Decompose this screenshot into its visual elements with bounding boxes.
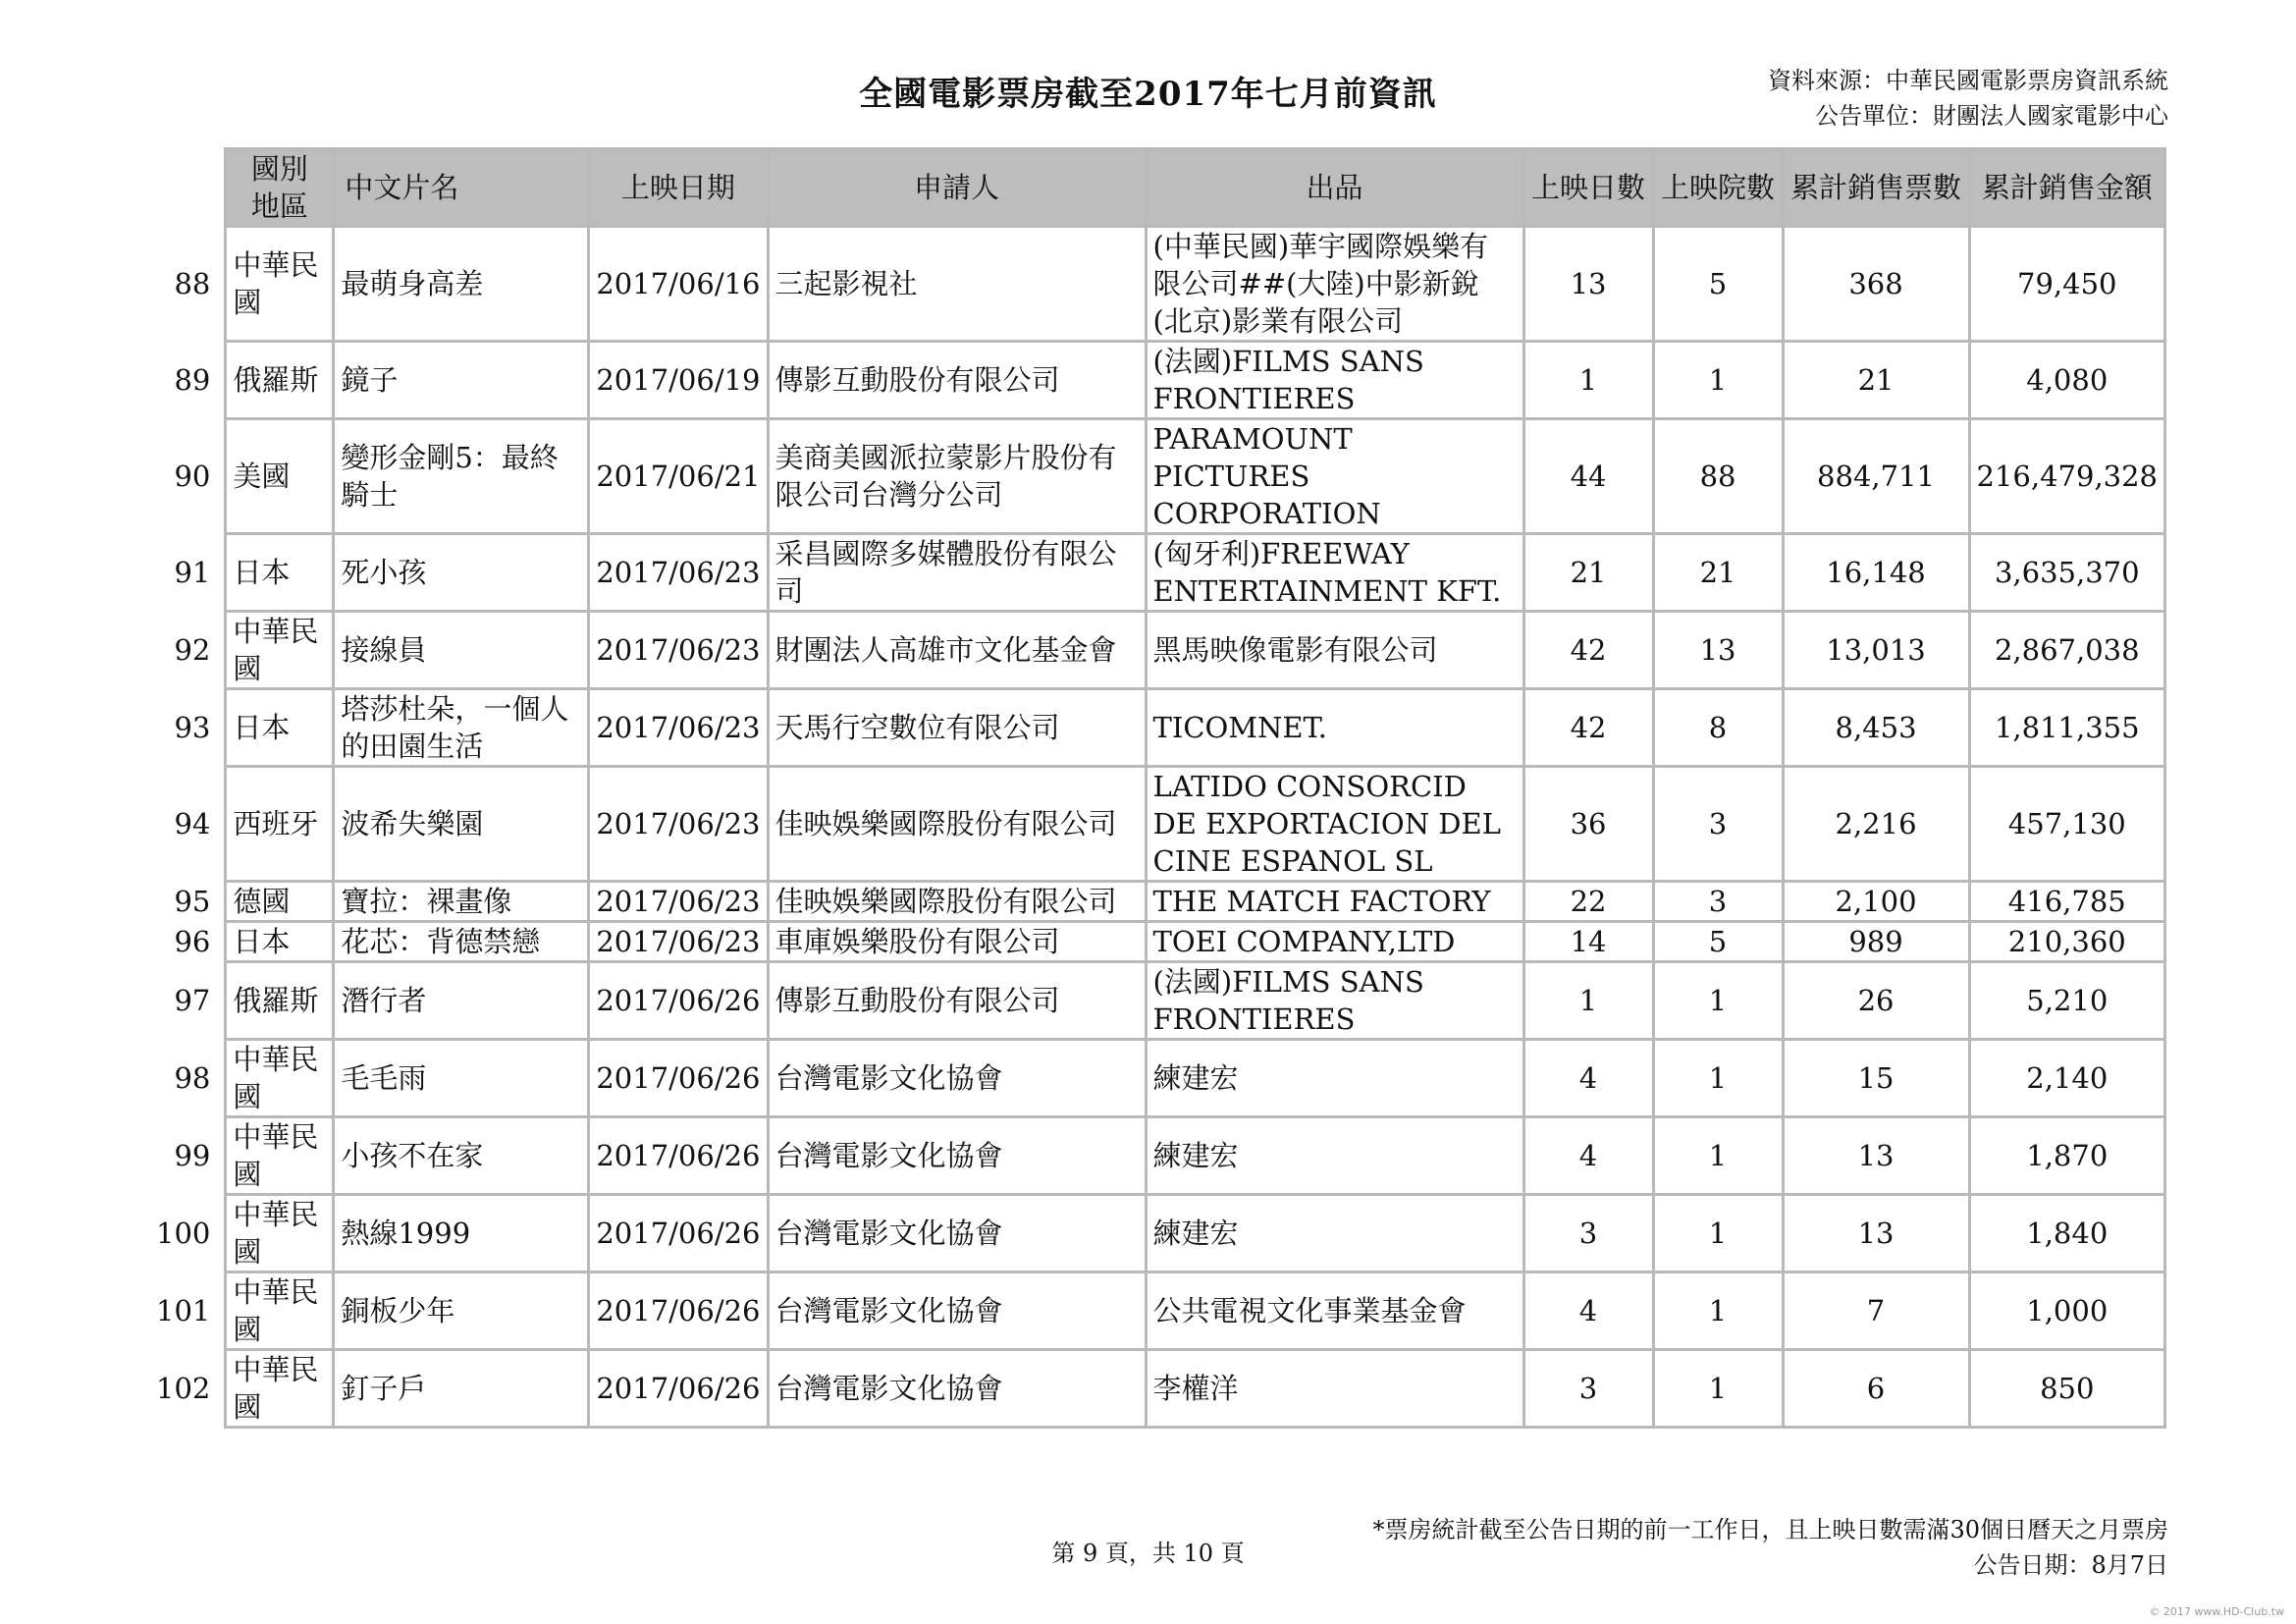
cell-days: 44 [1523, 419, 1653, 534]
cell-revenue: 3,635,370 [1969, 534, 2165, 612]
cell-tickets: 2,100 [1783, 882, 1969, 922]
cell-producer: LATIDO CONSORCID DE EXPORTACION DEL CINE ESPANOL SL [1146, 767, 1523, 882]
watermark: © 2017 www.HD-Club.tw [2149, 1605, 2284, 1618]
cell-revenue: 1,840 [1969, 1195, 2165, 1272]
cell-tickets: 13 [1783, 1117, 1969, 1195]
cell-theaters: 13 [1653, 612, 1783, 689]
header-tickets: 累計銷售票數 [1783, 149, 1969, 227]
cell-date: 2017/06/23 [589, 767, 768, 882]
cell-producer: 練建宏 [1146, 1117, 1523, 1195]
cell-region: 中華民國 [226, 1040, 334, 1117]
table-row [150, 342, 2165, 419]
cell-producer: 黑馬映像電影有限公司 [1146, 612, 1523, 689]
table-row [150, 419, 2165, 534]
cell-region: 俄羅斯 [226, 962, 334, 1040]
cell-theaters: 5 [1653, 922, 1783, 962]
header-index [150, 149, 226, 227]
cell-date: 2017/06/26 [589, 1195, 768, 1272]
row-number: 88 [150, 227, 226, 342]
cell-revenue: 216,479,328 [1969, 419, 2165, 534]
table-row [150, 612, 2165, 689]
table-row [150, 962, 2165, 1040]
cell-theaters: 1 [1653, 342, 1783, 419]
cell-tickets: 884,711 [1783, 419, 1969, 534]
cell-revenue: 1,811,355 [1969, 689, 2165, 767]
row-number: 98 [150, 1040, 226, 1117]
cell-days: 1 [1523, 342, 1653, 419]
cell-tickets: 13 [1783, 1195, 1969, 1272]
cell-revenue: 5,210 [1969, 962, 2165, 1040]
cell-producer: PARAMOUNT PICTURES CORPORATION [1146, 419, 1523, 534]
cell-applicant: 車庫娛樂股份有限公司 [768, 922, 1146, 962]
cell-applicant: 財團法人高雄市文化基金會 [768, 612, 1146, 689]
row-number: 97 [150, 962, 226, 1040]
row-number: 91 [150, 534, 226, 612]
cell-region: 俄羅斯 [226, 342, 334, 419]
cell-applicant: 美商美國派拉蒙影片股份有限公司台灣分公司 [768, 419, 1146, 534]
cell-revenue: 850 [1969, 1350, 2165, 1428]
cell-applicant: 佳映娛樂國際股份有限公司 [768, 882, 1146, 922]
cell-title: 銅板少年 [334, 1272, 589, 1350]
cell-applicant: 傳影互動股份有限公司 [768, 342, 1146, 419]
cell-tickets: 368 [1783, 227, 1969, 342]
cell-revenue: 79,450 [1969, 227, 2165, 342]
cell-days: 42 [1523, 689, 1653, 767]
cell-date: 2017/06/26 [589, 1040, 768, 1117]
cell-days: 42 [1523, 612, 1653, 689]
source-line: 資料來源：中華民國電影票房資訊系統 [1768, 67, 2168, 94]
cell-date: 2017/06/19 [589, 342, 768, 419]
cell-tickets: 26 [1783, 962, 1969, 1040]
cell-date: 2017/06/23 [589, 534, 768, 612]
row-number: 101 [150, 1272, 226, 1350]
cell-theaters: 8 [1653, 689, 1783, 767]
cell-applicant: 天馬行空數位有限公司 [768, 689, 1146, 767]
row-number: 92 [150, 612, 226, 689]
cell-tickets: 8,453 [1783, 689, 1969, 767]
cell-producer: 公共電視文化事業基金會 [1146, 1272, 1523, 1350]
table-row [150, 922, 2165, 962]
cell-region: 中華民國 [226, 1195, 334, 1272]
cell-revenue: 210,360 [1969, 922, 2165, 962]
cell-title: 接線員 [334, 612, 589, 689]
cell-days: 21 [1523, 534, 1653, 612]
row-number: 102 [150, 1350, 226, 1428]
cell-title: 塔莎杜朵，一個人的田園生活 [334, 689, 589, 767]
cell-tickets: 21 [1783, 342, 1969, 419]
table-row [150, 882, 2165, 922]
cell-theaters: 88 [1653, 419, 1783, 534]
cell-producer: 練建宏 [1146, 1040, 1523, 1117]
row-number: 99 [150, 1117, 226, 1195]
cell-days: 4 [1523, 1272, 1653, 1350]
cell-region: 西班牙 [226, 767, 334, 882]
cell-theaters: 1 [1653, 1117, 1783, 1195]
cell-producer: (法國)FILMS SANS FRONTIERES [1146, 962, 1523, 1040]
cell-date: 2017/06/26 [589, 962, 768, 1040]
cell-applicant: 台灣電影文化協會 [768, 1040, 1146, 1117]
box-office-table [150, 147, 2166, 1429]
cell-theaters: 1 [1653, 1040, 1783, 1117]
cell-days: 13 [1523, 227, 1653, 342]
row-number: 100 [150, 1195, 226, 1272]
cell-producer: (法國)FILMS SANS FRONTIERES [1146, 342, 1523, 419]
row-number: 96 [150, 922, 226, 962]
cell-producer: 練建宏 [1146, 1195, 1523, 1272]
cell-revenue: 2,867,038 [1969, 612, 2165, 689]
publisher-line: 公告單位：財團法人國家電影中心 [1815, 102, 2168, 130]
cell-title: 花芯：背德禁戀 [334, 922, 589, 962]
cell-revenue: 4,080 [1969, 342, 2165, 419]
cell-region: 中華民國 [226, 227, 334, 342]
cell-applicant: 台灣電影文化協會 [768, 1195, 1146, 1272]
cell-tickets: 7 [1783, 1272, 1969, 1350]
page-number: 第 9 頁，共 10 頁 [1051, 1540, 1245, 1567]
cell-tickets: 989 [1783, 922, 1969, 962]
cell-theaters: 3 [1653, 882, 1783, 922]
cell-region: 日本 [226, 689, 334, 767]
cell-theaters: 1 [1653, 962, 1783, 1040]
cell-title: 釘子戶 [334, 1350, 589, 1428]
table-row [150, 689, 2165, 767]
cell-tickets: 13,013 [1783, 612, 1969, 689]
cell-theaters: 1 [1653, 1350, 1783, 1428]
cell-region: 中華民國 [226, 1272, 334, 1350]
row-number: 94 [150, 767, 226, 882]
cell-theaters: 21 [1653, 534, 1783, 612]
cell-title: 變形金剛5：最終騎士 [334, 419, 589, 534]
cell-region: 中華民國 [226, 1117, 334, 1195]
cell-applicant: 采昌國際多媒體股份有限公司 [768, 534, 1146, 612]
source-info [1768, 63, 2168, 134]
header-days: 上映日數 [1523, 149, 1653, 227]
table-row [150, 1350, 2165, 1428]
cell-title: 潛行者 [334, 962, 589, 1040]
cell-date: 2017/06/23 [589, 922, 768, 962]
table-row [150, 1195, 2165, 1272]
cell-producer: TOEI COMPANY,LTD [1146, 922, 1523, 962]
footer-note-line: *票房統計截至公告日期的前一工作日，且上映日數需滿30個日曆天之月票房 [1372, 1516, 2168, 1543]
cell-tickets: 2,216 [1783, 767, 1969, 882]
cell-title: 毛毛雨 [334, 1040, 589, 1117]
cell-producer: THE MATCH FACTORY [1146, 882, 1523, 922]
table-row [150, 1040, 2165, 1117]
footer-note [1372, 1512, 2168, 1583]
row-number: 95 [150, 882, 226, 922]
cell-applicant: 台灣電影文化協會 [768, 1272, 1146, 1350]
row-number: 90 [150, 419, 226, 534]
table-row [150, 767, 2165, 882]
cell-tickets: 6 [1783, 1350, 1969, 1428]
cell-date: 2017/06/16 [589, 227, 768, 342]
cell-days: 22 [1523, 882, 1653, 922]
cell-days: 36 [1523, 767, 1653, 882]
cell-days: 4 [1523, 1040, 1653, 1117]
cell-theaters: 3 [1653, 767, 1783, 882]
cell-producer: (中華民國)華宇國際娛樂有限公司##(大陸)中影新銳(北京)影業有限公司 [1146, 227, 1523, 342]
cell-applicant: 傳影互動股份有限公司 [768, 962, 1146, 1040]
cell-applicant: 台灣電影文化協會 [768, 1350, 1146, 1428]
cell-producer: 李權洋 [1146, 1350, 1523, 1428]
cell-revenue: 1,000 [1969, 1272, 2165, 1350]
header-region-line2: 地區 [250, 189, 308, 223]
header-revenue: 累計銷售金額 [1969, 149, 2165, 227]
cell-region: 日本 [226, 922, 334, 962]
cell-days: 3 [1523, 1195, 1653, 1272]
cell-theaters: 1 [1653, 1272, 1783, 1350]
header-theaters: 上映院數 [1653, 149, 1783, 227]
header-region-line1: 國別 [250, 152, 308, 186]
cell-title: 死小孩 [334, 534, 589, 612]
cell-date: 2017/06/26 [589, 1117, 768, 1195]
cell-title: 寶拉：裸畫像 [334, 882, 589, 922]
cell-theaters: 1 [1653, 1195, 1783, 1272]
cell-region: 中華民國 [226, 1350, 334, 1428]
cell-date: 2017/06/23 [589, 612, 768, 689]
cell-applicant: 三起影視社 [768, 227, 1146, 342]
page-title: 全國電影票房截至2017年七月前資訊 [859, 75, 1437, 114]
table-row [150, 1272, 2165, 1350]
cell-producer: TICOMNET. [1146, 689, 1523, 767]
header-title: 中文片名 [334, 149, 589, 227]
cell-title: 熱線1999 [334, 1195, 589, 1272]
cell-title: 小孩不在家 [334, 1117, 589, 1195]
cell-applicant: 佳映娛樂國際股份有限公司 [768, 767, 1146, 882]
cell-title: 波希失樂園 [334, 767, 589, 882]
header-row [150, 149, 2165, 227]
cell-theaters: 5 [1653, 227, 1783, 342]
header-date: 上映日期 [589, 149, 768, 227]
cell-tickets: 15 [1783, 1040, 1969, 1117]
cell-revenue: 1,870 [1969, 1117, 2165, 1195]
cell-date: 2017/06/23 [589, 882, 768, 922]
cell-days: 14 [1523, 922, 1653, 962]
announcement-date: 公告日期：8月7日 [1973, 1551, 2168, 1579]
cell-region: 中華民國 [226, 612, 334, 689]
cell-region: 德國 [226, 882, 334, 922]
header-region [226, 149, 334, 227]
cell-date: 2017/06/26 [589, 1272, 768, 1350]
table-row [150, 227, 2165, 342]
cell-region: 日本 [226, 534, 334, 612]
cell-region: 美國 [226, 419, 334, 534]
cell-revenue: 2,140 [1969, 1040, 2165, 1117]
cell-producer: (匈牙利)FREEWAY ENTERTAINMENT KFT. [1146, 534, 1523, 612]
cell-title: 最萌身高差 [334, 227, 589, 342]
table-row [150, 534, 2165, 612]
cell-revenue: 416,785 [1969, 882, 2165, 922]
table-row [150, 1117, 2165, 1195]
cell-days: 3 [1523, 1350, 1653, 1428]
cell-title: 鏡子 [334, 342, 589, 419]
cell-tickets: 16,148 [1783, 534, 1969, 612]
cell-days: 1 [1523, 962, 1653, 1040]
cell-applicant: 台灣電影文化協會 [768, 1117, 1146, 1195]
cell-date: 2017/06/26 [589, 1350, 768, 1428]
header-applicant: 申請人 [768, 149, 1146, 227]
row-number: 93 [150, 689, 226, 767]
cell-revenue: 457,130 [1969, 767, 2165, 882]
cell-date: 2017/06/21 [589, 419, 768, 534]
cell-days: 4 [1523, 1117, 1653, 1195]
cell-date: 2017/06/23 [589, 689, 768, 767]
row-number: 89 [150, 342, 226, 419]
header-producer: 出品 [1146, 149, 1523, 227]
